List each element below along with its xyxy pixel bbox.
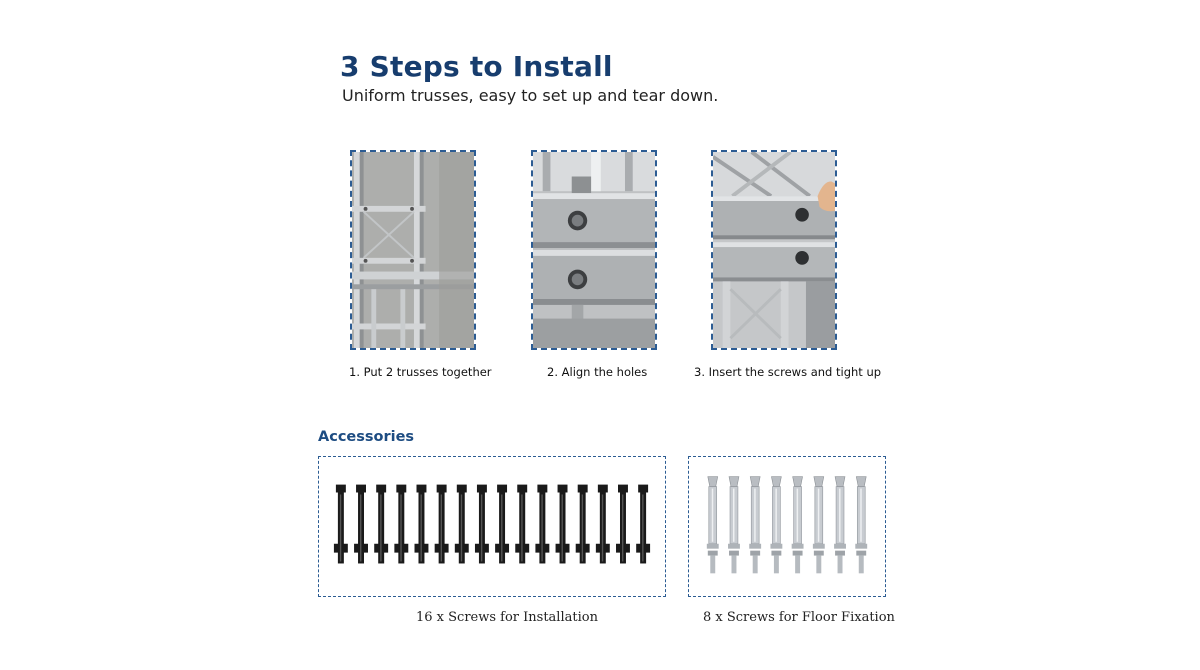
step-2-photo (531, 150, 657, 350)
page-title: 3 Steps to Install (340, 50, 613, 83)
step-3-photo (711, 150, 837, 350)
step-2-caption: 2. Align the holes (547, 365, 648, 379)
installation-screw (455, 485, 469, 564)
step-1-caption: 1. Put 2 trusses together (349, 365, 492, 379)
installation-screw (616, 485, 630, 564)
installation-screw (334, 485, 348, 564)
floor-screws-box (688, 456, 886, 597)
floor-screws-caption: 8 x Screws for Floor Fixation (703, 610, 895, 625)
installation-screws-box (318, 456, 666, 597)
floor-screw (728, 477, 740, 574)
installation-screw (576, 485, 590, 564)
installation-screw (535, 485, 549, 564)
floor-screw (749, 477, 761, 574)
installation-screw (374, 485, 388, 564)
accessories-title: Accessories (318, 429, 415, 445)
installation-screw (495, 485, 509, 564)
installation-screw (596, 485, 610, 564)
installation-screw (515, 485, 529, 564)
floor-screw (813, 477, 825, 574)
floor-screw (834, 477, 846, 574)
installation-screws-caption: 16 x Screws for Installation (416, 610, 598, 625)
installation-screw (415, 485, 429, 564)
floor-screws-image (689, 457, 885, 596)
installation-screw (354, 485, 368, 564)
installation-screw (435, 485, 449, 564)
installation-screw (394, 485, 408, 564)
installation-screws-image (319, 457, 665, 596)
page-subtitle: Uniform trusses, easy to set up and tear down. (342, 86, 719, 105)
floor-screw (707, 477, 719, 574)
installation-screw (556, 485, 570, 564)
installation-screw (636, 485, 650, 564)
floor-screw (770, 477, 782, 574)
installation-screw (475, 485, 489, 564)
step-3-caption: 3. Insert the screws and tight up (694, 365, 882, 379)
floor-screw (855, 477, 867, 574)
floor-screw (792, 477, 804, 574)
step-1-photo (350, 150, 476, 350)
